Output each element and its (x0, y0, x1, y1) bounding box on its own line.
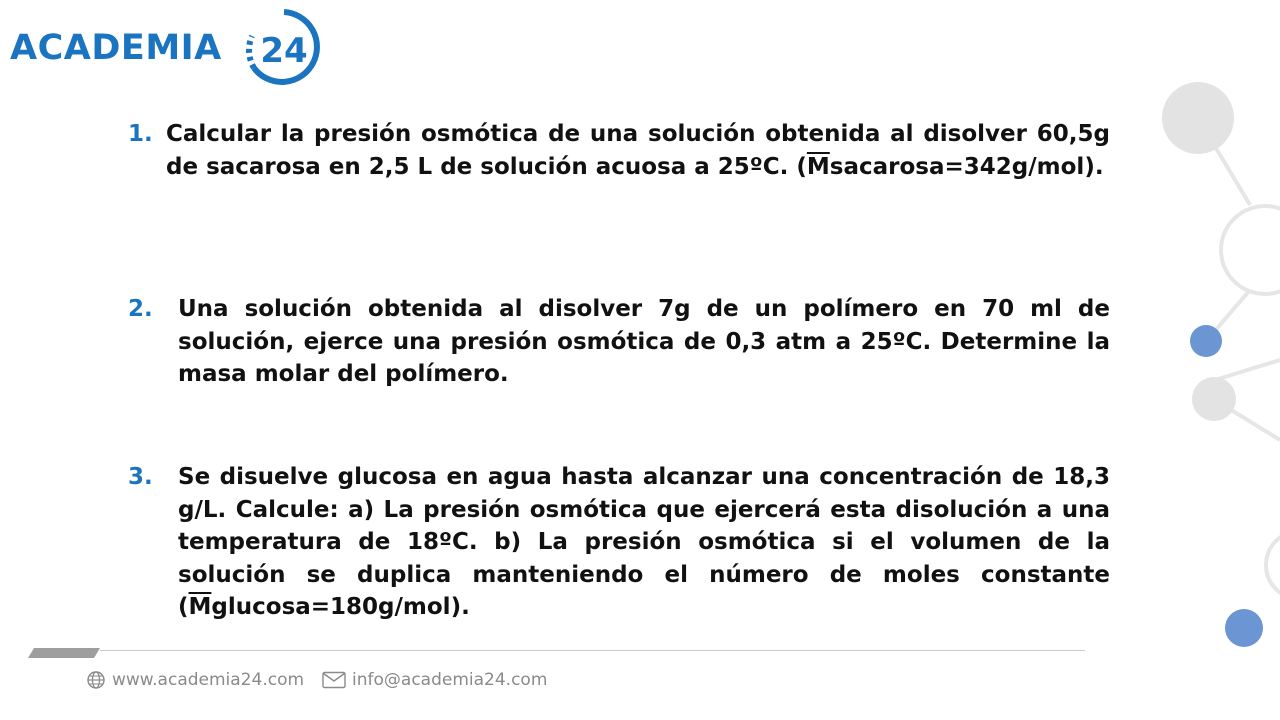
molar-mass-symbol: $\overline{M}$ (806, 153, 830, 180)
problem-3-text-body: Se disuelve glucosa en agua hasta alcanzar una concentración de 18,3 g/L. Calcule: a) La presión osmótica que ejercerá esta disolución a una temperatura de 18ºC. b) La presión osmótica si el volumen de la solución se duplica manteniendo el número de moles constante ( (178, 464, 1110, 620)
brand-badge (236, 6, 332, 90)
globe-icon (86, 670, 106, 690)
problem-3-text-tail: glucosa=180g/mol). (211, 594, 470, 620)
problem-2-number: 2. (128, 296, 153, 322)
brand-badge-number: 24 (260, 31, 308, 71)
problem-1 (128, 118, 1110, 183)
brand-logo (10, 6, 330, 90)
problem-3 (128, 461, 1110, 624)
email-link[interactable]: info@academia24.com (352, 670, 548, 690)
problem-3-number: 3. (128, 464, 153, 490)
problem-1-number: 1. (128, 121, 153, 147)
problem-1-text (166, 118, 1110, 183)
mail-icon (322, 671, 346, 689)
footer-divider (100, 650, 1085, 651)
problem-3-text (178, 461, 1110, 624)
molar-mass-symbol: $\overline{M}$ (188, 594, 212, 620)
problem-2 (128, 293, 1110, 391)
footer-contact (86, 670, 565, 690)
problem-1-text-tail: sacarosa=342g/mol). (829, 153, 1104, 180)
website-link[interactable]: www.academia24.com (112, 670, 305, 690)
brand-name: ACADEMIA (10, 28, 222, 68)
footer-accent-bar (28, 648, 100, 658)
footer-email[interactable] (322, 670, 547, 690)
problem-2-text: Una solución obtenida al disolver 7g de un polímero en 70 ml de solución, ejerce una presión osmótica de 0,3 atm a 25ºC. Determine la masa molar del polímero. (178, 296, 1110, 387)
footer-website[interactable] (86, 670, 304, 690)
problem-1-text-body: Calcular la presión osmótica de una solución obtenida al disolver 60,5g de sacarosa en 2,5 L de solución acuosa a 25ºC. ( (166, 121, 1110, 180)
